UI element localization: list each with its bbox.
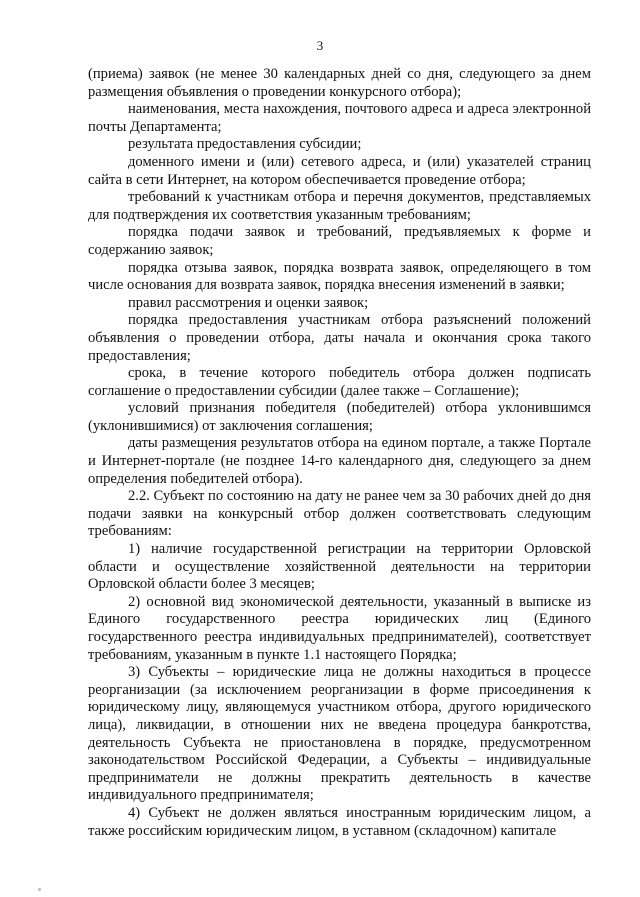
paragraph-requirement-4: 4) Субъект не должен являться иностранным юридическим лицом, а также российским юридическим лицом, в уставном (складочном) капитале xyxy=(88,804,591,839)
paragraph-department-address: наименования, места нахождения, почтового адреса и адреса электронной почты Департамента; xyxy=(88,101,591,135)
paragraph-application-procedure: порядка подачи заявок и требований, предъявляемых к форме и содержанию заявок; xyxy=(88,224,591,258)
scan-dot xyxy=(38,888,41,891)
paragraph-results-publication: даты размещения результатов отбора на едином портале, а также Портале и Интернет-портале (не позднее 14-го календарного дня, следующего за днем определения победителей отбора). xyxy=(88,435,591,487)
paragraph-requirement-1: 1) наличие государственной регистрации на территории Орловской области и осуществление хозяйственной деятельности на территории Орловской области более 3 месяцев; xyxy=(88,541,591,593)
paragraph-application-withdrawal: порядка отзыва заявок, порядка возврата заявок, определяющего в том числе основания для возврата заявок, порядка внесения изменений в заявки; xyxy=(88,259,591,294)
paragraph-review-rules: правил рассмотрения и оценки заявок; xyxy=(128,294,369,311)
document-body xyxy=(88,66,591,840)
paragraph-requirement-2: 2) основной вид экономической деятельности, указанный в выписке из Единого государственного реестра юридических лиц (Единого государственного реестра индивидуальных предпринимателей), соответствует требованиям, указанным в пункте 1.1 настоящего Порядка; xyxy=(88,593,591,663)
paragraph-subsidy-result: результата предоставления субсидии; xyxy=(128,136,362,153)
paragraph-signing-deadline: срока, в течение которого победитель отбора должен подписать соглашение о предоставлении субсидии (далее также – Соглашение); xyxy=(88,365,591,399)
paragraph-evasion-conditions: условий признания победителя (победителей) отбора уклонившимся (уклонившимися) от заключения соглашения; xyxy=(88,400,591,434)
paragraph-participant-requirements: требований к участникам отбора и перечня документов, представляемых для подтверждения их соответствия указанным требованиям; xyxy=(88,189,591,223)
paragraph-requirement-3: 3) Субъекты – юридические лица не должны находиться в процессе реорганизации (за исключением реорганизации в форме присоединения к юридическому лицу, являющемуся участником отбора, другого юридического лица), ликвидации, в отношении них не введена процедура банкротства, деятельность Субъекта не приостановлена в порядке, предусмотренном законодательством Российской Федерации, а Субъекты – индивидуальные предприниматели не должны прекратить деятельность в качестве индивидуального предпринимателя; xyxy=(88,664,591,804)
paragraph-section-2-2: 2.2. Субъект по состоянию на дату не ранее чем за 30 рабочих дней до дня подачи заявки на конкурсный отбор должен соответствовать следующим требованиям: xyxy=(88,488,591,540)
paragraph-domain-name: доменного имени и (или) сетевого адреса, и (или) указателей страниц сайта в сети Интернет, на котором обеспечивается проведение отбора; xyxy=(88,153,591,188)
paragraph-clarifications: порядка предоставления участникам отбора разъяснений положений объявления о проведении отбора, даты начала и окончания срока такого предоставления; xyxy=(88,312,591,364)
page-number: 3 xyxy=(316,38,324,53)
paragraph-continuation: (приема) заявок (не менее 30 календарных дней со дня, следующего за днем размещения объявления о проведении конкурсного отбора); xyxy=(88,66,591,100)
